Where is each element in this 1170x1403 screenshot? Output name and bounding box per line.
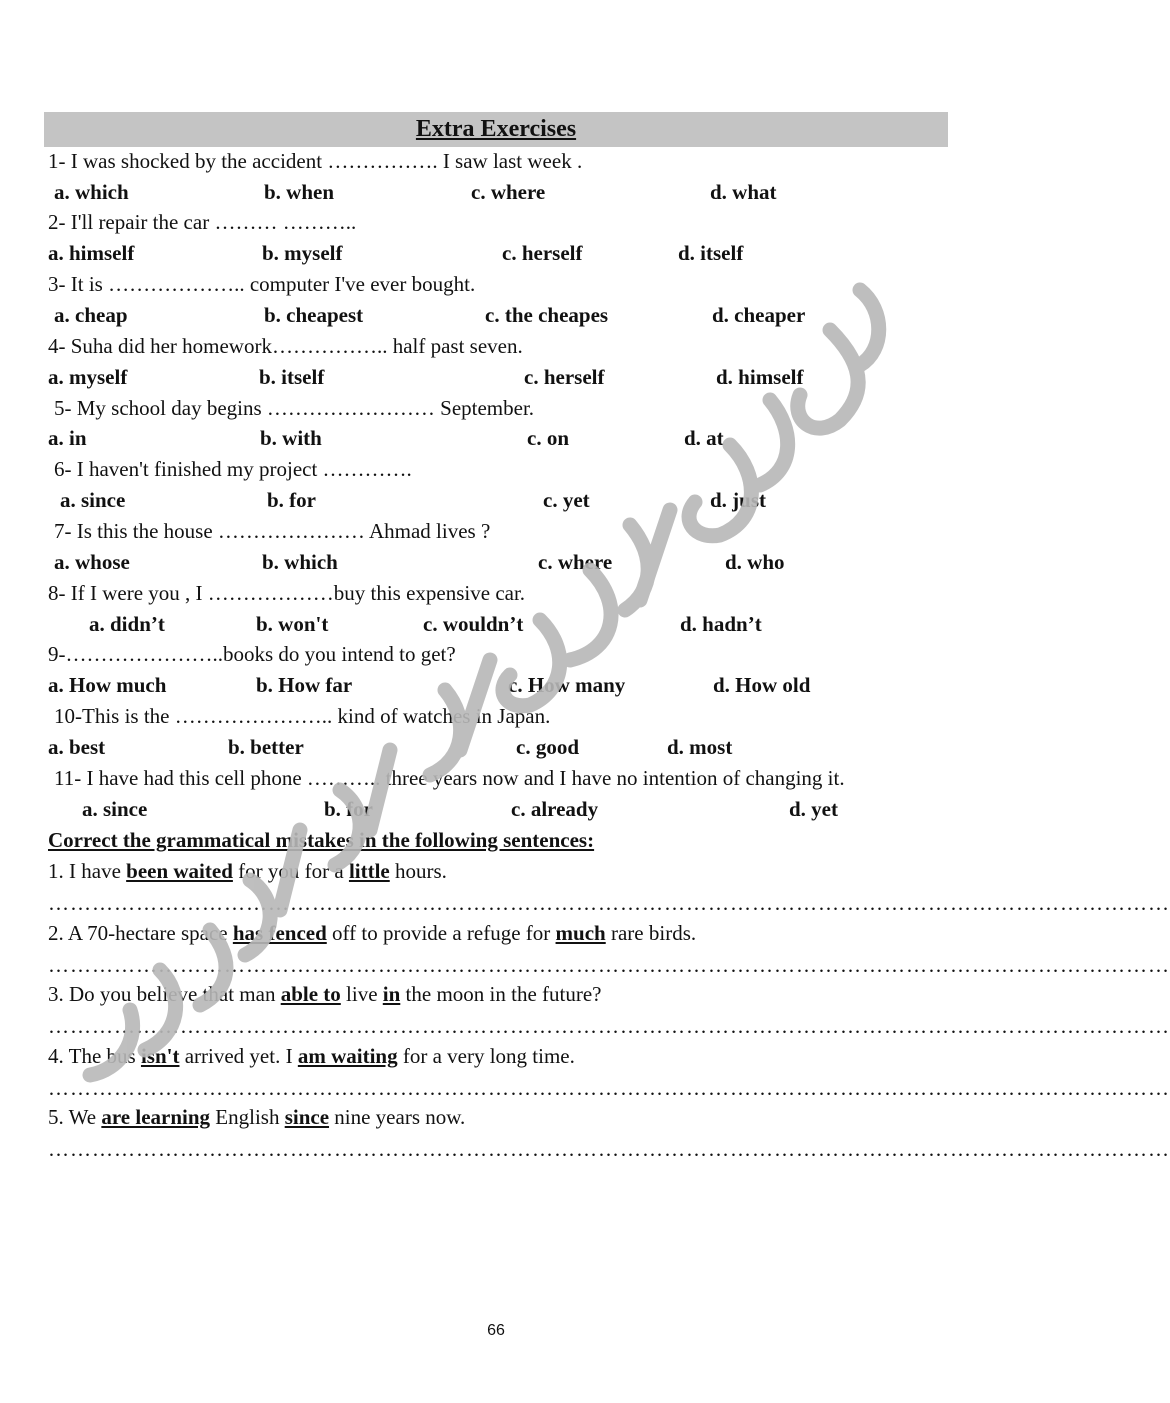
option-a: a. whose [54,550,130,574]
sentence-text [48,1102,465,1133]
option-c: c. already [511,797,599,821]
correction-sentence-1 [0,856,992,887]
sentence-part: off to provide a refuge for [326,921,556,945]
sentence-text [48,918,696,949]
sentence-text [48,979,602,1010]
option-b: b. cheapest [264,303,364,327]
sentence-part: hours. [389,859,447,883]
option-c: c. where [538,550,613,574]
question-text: 9-…………………..books do you intend to get? [48,642,456,666]
question-text: 11- I have had this cell phone ……….. three years now and I have no intention of changing it. [54,766,845,790]
sentence-part: 1. I have [48,859,127,883]
question-3 [0,269,992,300]
option-b: b. won't [256,612,329,636]
sentence-part: live [340,982,383,1006]
question-6 [0,454,992,485]
options-4 [0,362,992,393]
sentence-part: the moon in the future? [400,982,602,1006]
sentence-part: for a very long time. [397,1044,575,1068]
option-d: d. itself [678,241,744,265]
sentence-part: 2. A 70-hectare space [48,921,233,945]
mistake-highlight: since [284,1105,330,1129]
question-9 [0,639,992,670]
option-d: d. himself [716,365,804,389]
option-a: a. cheap [54,303,128,327]
option-c: c. on [527,426,569,450]
question-text: 2- I'll repair the car ……… ……….. [48,210,357,234]
question-text: 10-This is the ………………….. kind of watches in Japan. [54,704,551,728]
option-a: a. since [82,797,148,821]
mistake-highlight: able to [280,982,341,1006]
options-1 [0,177,992,208]
mistake-highlight: are learning [101,1105,211,1129]
option-d: d. How old [713,673,811,697]
option-b: b. for [267,488,316,512]
sentence-part: 5. We [48,1105,102,1129]
sentence-part: nine years now. [329,1105,466,1129]
answer-line-4[interactable]: ……………………………………………………………………………………………………………………………………… [48,1076,1170,1100]
option-a: a. himself [48,241,135,265]
question-5 [0,393,992,424]
options-6 [0,485,992,516]
mistake-highlight: am waiting [297,1044,398,1068]
option-b: b. myself [262,241,343,265]
option-a: a. best [48,735,106,759]
question-7 [0,516,992,547]
option-d: d. what [710,180,777,204]
sentence-part: for you for a [232,859,349,883]
option-c: c. good [516,735,579,759]
option-d: d. cheaper [712,303,806,327]
question-11 [0,763,992,794]
option-b: b. with [260,426,322,450]
sentence-text [48,1041,575,1072]
question-text: 5- My school day begins …………………… September. [54,396,535,420]
option-c: c. herself [502,241,583,265]
options-7 [0,547,992,578]
sentence-part: arrived yet. I [179,1044,298,1068]
answer-line-1[interactable]: ……………………………………………………………………………………………………………………………………… [48,891,1170,915]
option-b: b. for [324,797,373,821]
options-9 [0,670,992,701]
sentence-part: rare birds. [605,921,697,945]
page-number: 66 [487,1322,505,1339]
option-a: a. in [48,426,87,450]
options-3 [0,300,992,331]
correction-sentence-5 [0,1102,992,1133]
answer-line-2[interactable]: ……………………………………………………………………………………………………………………………………… [48,953,1170,977]
sentence-part: 4. The bus [48,1044,141,1068]
option-a: a. How much [48,673,167,697]
option-d: d. yet [789,797,838,821]
option-d: d. hadn’t [680,612,762,636]
option-b: b. better [228,735,304,759]
option-c: c. How many [508,673,626,697]
question-text: 1- I was shocked by the accident ……………. I saw last week . [48,149,583,173]
answer-line-5[interactable]: ……………………………………………………………………………………………………………………………………… [48,1137,1170,1161]
title-bar [44,112,948,147]
option-b: b. which [262,550,338,574]
options-5 [0,423,992,454]
question-1 [0,146,992,177]
page-title: Extra Exercises [415,116,577,142]
question-8 [0,578,992,609]
option-d: d. just [710,488,767,512]
sentence-part: English [210,1105,285,1129]
option-a: a. since [60,488,126,512]
mistake-highlight: much [555,921,606,945]
mistake-highlight: has fenced [232,921,327,945]
question-text: 7- Is this the house ………………… Ahmad lives ? [54,519,491,543]
option-c: c. yet [543,488,590,512]
option-a: a. which [54,180,129,204]
correction-section [0,825,992,856]
sentence-part: 3. Do you believe that man [48,982,281,1006]
option-d: d. who [725,550,785,574]
option-a: a. didn’t [89,612,165,636]
option-b: b. itself [259,365,325,389]
correction-sentence-3 [0,979,992,1010]
option-c: c. where [471,180,546,204]
question-text: 6- I haven't finished my project …………. [54,457,412,481]
question-text: 4- Suha did her homework…………….. half past seven. [48,334,523,358]
options-2 [0,238,992,269]
option-c: c. the cheapes [485,303,609,327]
option-b: b. How far [256,673,353,697]
answer-line-3[interactable]: ……………………………………………………………………………………………………………………………………… [48,1014,1170,1038]
question-10 [0,701,992,732]
option-a: a. myself [48,365,128,389]
options-11 [0,794,992,825]
correction-sentence-4 [0,1041,992,1072]
option-d: d. at [684,426,724,450]
correction-heading: Correct the grammatical mistakes in the following sentences: [48,828,595,852]
option-c: c. wouldn’t [423,612,524,636]
correction-sentence-2 [0,918,992,949]
option-d: d. most [667,735,733,759]
mistake-highlight: in [382,982,401,1006]
question-text: 3- It is ……………….. computer I've ever bought. [48,272,476,296]
options-8 [0,609,992,640]
option-b: b. when [264,180,335,204]
option-c: c. herself [524,365,605,389]
mistake-highlight: little [348,859,390,883]
question-4 [0,331,992,362]
question-text: 8- If I were you , I ………………buy this expensive car. [48,581,526,605]
sentence-text [48,856,447,887]
options-10 [0,732,992,763]
question-2 [0,207,992,238]
mistake-highlight: isn't [140,1044,180,1068]
mistake-highlight: been waited [126,859,233,883]
